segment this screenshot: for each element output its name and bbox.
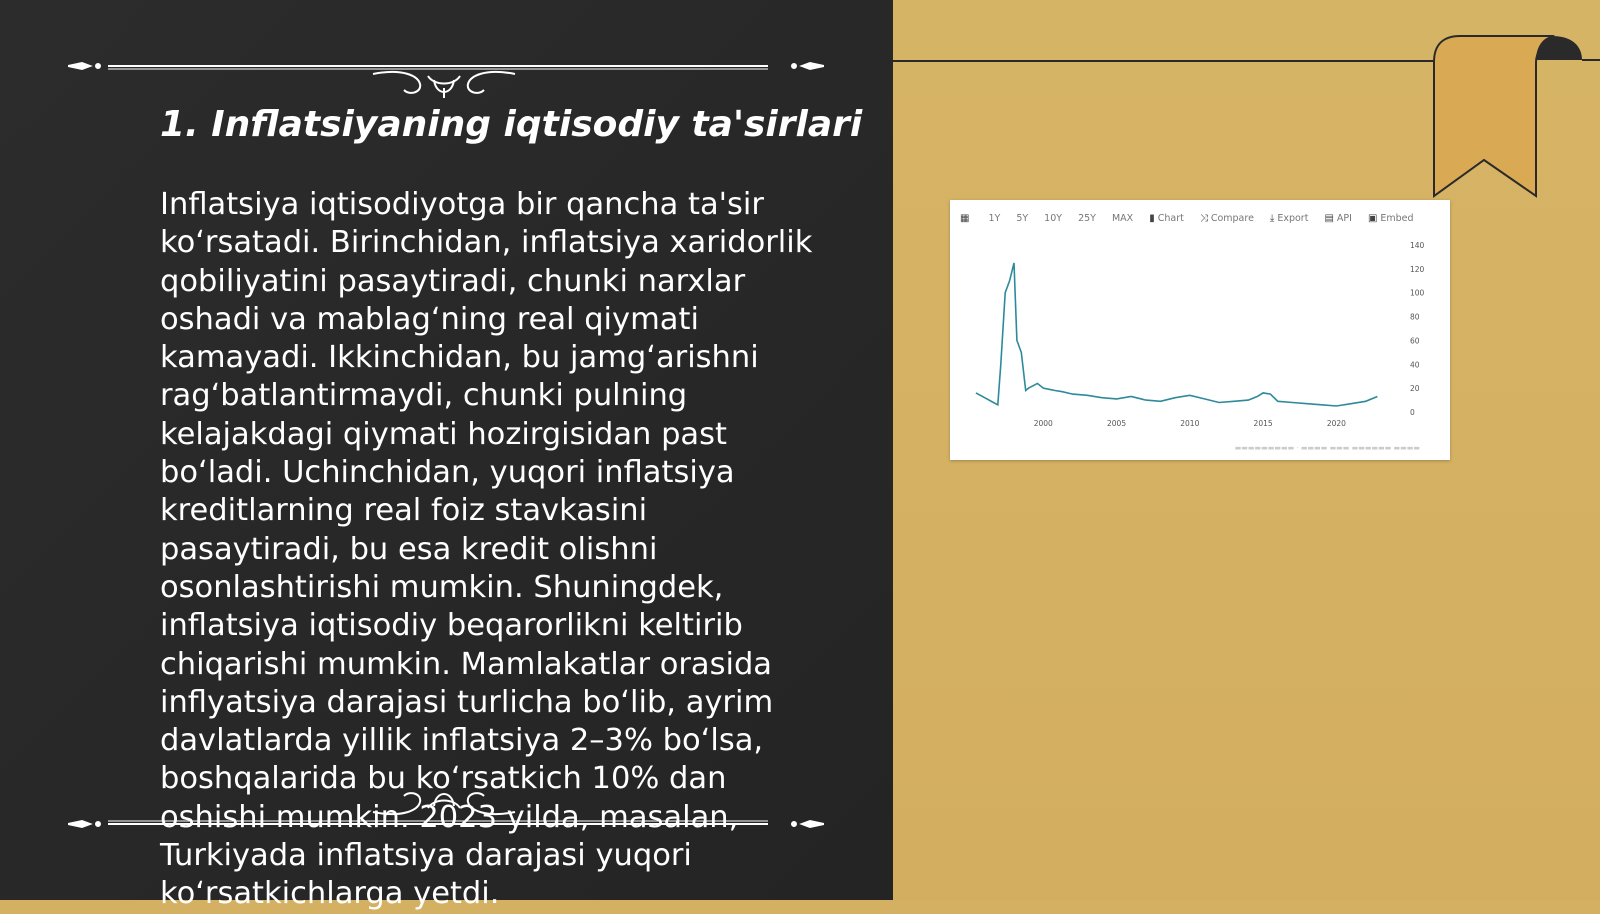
range-25y-button[interactable]: 25Y xyxy=(1078,212,1096,224)
y-tick-label: 80 xyxy=(1410,312,1420,322)
x-tick-label: 2020 xyxy=(1326,419,1346,428)
chart-button-label: Chart xyxy=(1157,212,1184,224)
calendar-icon[interactable]: ▦ xyxy=(960,212,970,224)
y-tick-label: 60 xyxy=(1410,336,1420,346)
horizontal-rule xyxy=(893,60,1439,62)
top-ornament-divider xyxy=(68,38,824,98)
x-tick-label: 2005 xyxy=(1107,419,1127,428)
chart-toolbar xyxy=(960,210,1430,226)
export-button-label: Export xyxy=(1277,212,1309,224)
inflation-line-chart xyxy=(950,230,1450,436)
inflation-chart-image xyxy=(950,200,1450,460)
inflation-series-line xyxy=(976,263,1378,406)
slide-body-text: Inflatsiya iqtisodiyotga bir qancha ta'sir koʻrsatadi. Birinchidan, inflatsiya xaridorlik qobiliyatini pasaytiradi, chunki narxlar oshadi va mablagʻning real qiymati kamayadi. Ikkinchidan, bu jamgʻarishni ragʻbatlantirmaydi, chunki pulning kelajakdagi qiymati hozirgisidan past boʻladi. Uchinchidan, yuqori inflatsiya kreditlarning real foiz stavkasini pasaytiradi, bu esa kredit olishni osonlashtirishi mumkin. Shuningdek, inflatsiya iqtisodiy beqarorlikni keltirib chiqarishi mumkin. Mamlakatlar orasida inflyatsiya darajasi turlicha boʻlib, ayrim davlatlarda yillik inflatsiya 2–3% boʻlsa, boshqalarida bu koʻrsatkich 10% dan oshishi mumkin. 2023 yilda, masalan, Turkiyada inflatsiya darajasi yuqori koʻrsatkichlarga yetdi. xyxy=(160,187,813,912)
embed-button-label: Embed xyxy=(1380,212,1414,224)
bar-chart-icon: ▮ xyxy=(1149,212,1155,224)
x-tick-label: 2015 xyxy=(1253,419,1273,428)
slide-title: 1. Inflatsiyaning iqtisodiy ta'sirlari xyxy=(160,104,863,145)
shuffle-icon: ⤨ xyxy=(1199,212,1208,224)
range-1y-button[interactable]: 1Y xyxy=(988,212,1001,224)
range-5y-button[interactable]: 5Y xyxy=(1016,212,1029,224)
api-button[interactable] xyxy=(1324,213,1351,224)
y-tick-label: 100 xyxy=(1410,288,1425,298)
compare-button-label: Compare xyxy=(1210,212,1254,224)
grid-icon: ▤ xyxy=(1324,212,1334,224)
y-tick-label: 0 xyxy=(1410,408,1415,417)
y-tick-label: 20 xyxy=(1410,384,1420,394)
x-tick-label: 2010 xyxy=(1180,419,1200,428)
y-tick-label: 40 xyxy=(1410,360,1420,370)
range-10y-button[interactable]: 10Y xyxy=(1044,212,1063,224)
export-button[interactable] xyxy=(1270,213,1309,224)
bottom-ornament-divider xyxy=(68,772,824,832)
image-icon: ▣ xyxy=(1367,212,1378,224)
x-tick-label: 2000 xyxy=(1033,419,1053,428)
range-max-button[interactable]: MAX xyxy=(1111,212,1134,224)
y-tick-label: 140 xyxy=(1410,241,1425,250)
api-button-label: API xyxy=(1336,212,1352,224)
embed-button[interactable] xyxy=(1368,213,1414,224)
chart-button[interactable] xyxy=(1149,213,1184,224)
y-tick-label: 120 xyxy=(1410,264,1425,274)
compare-button[interactable] xyxy=(1200,213,1254,224)
chart-source-credit: ▬▬▬▬▬▬▬▬▬ · ▬▬▬▬ ▬▬▬ ▬▬▬▬▬▬ ▬▬▬▬ xyxy=(1234,444,1420,452)
bookmark-ribbon xyxy=(1432,34,1600,204)
download-icon: ⤓ xyxy=(1269,212,1275,224)
